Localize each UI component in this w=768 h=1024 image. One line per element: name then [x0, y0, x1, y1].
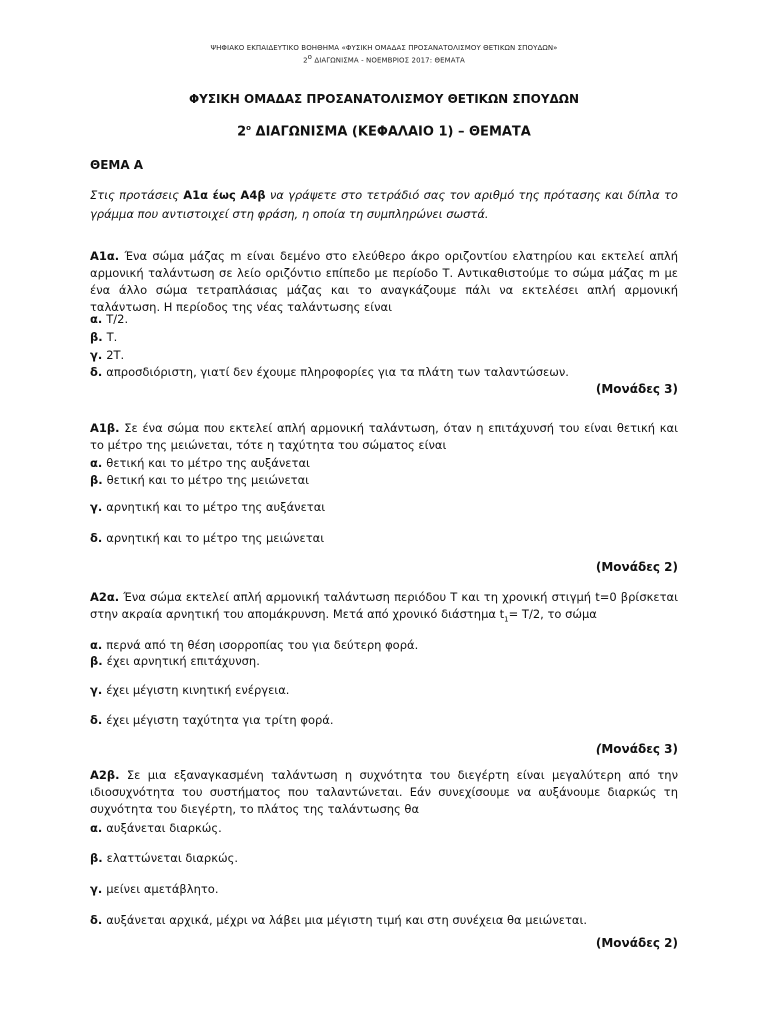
question-a2a-option-c: γ. έχει μέγιστη κινητική ενέργεια. [90, 683, 290, 697]
question-a2b-marks: (Μονάδες 2) [595, 936, 678, 950]
question-a2a-option-d: δ. έχει μέγιστη ταχύτητα για τρίτη φορά. [90, 713, 334, 727]
document-subtitle: $2^o$ ΔΙΑΓΩΝΙΣΜΑ (ΚΕΦΑΛΑΙΟ 1) – ΘΕΜΑΤΑ [237, 124, 531, 140]
question-a1b-stem: Α1β. Σε ένα σώμα που εκτελεί απλή αρμονική ταλάντωση, όταν η επιτάχυνσή του είναι θετική και το μέτρο της μειώνεται, τότε η ταχύτητα του σώματος είναι [90, 421, 678, 452]
question-a2b-option-a: α. αυξάνεται διαρκώς. [90, 821, 222, 835]
question-a2a-option-b: β. έχει αρνητική επιτάχυνση. [90, 654, 260, 668]
question-a1a-marks: (Μονάδες 3) [595, 382, 678, 396]
question-a2a-stem: Α2α. Ένα σώμα εκτελεί απλή αρμονική ταλάντωση περιόδου Τ και τη χρονική στιγμή t=0 βρίσκεται στην ακραία αρνητική του απομάκρυνση. Μετά από χρονικό διάστημα $t_1= T/2$, το σώμα [90, 590, 678, 624]
question-a1a-option-c: γ. 2Τ. [90, 348, 125, 362]
question-a2a-option-a: α. περνά από τη θέση ισορροπίας του για δεύτερη φορά. [90, 638, 419, 652]
question-a2b-stem: Α2β. Σε μια εξαναγκασμένη ταλάντωση η συχνότητα του διεγέρτη είναι μεγαλύτερη από την ιδιοσυχνότητα του συστήματος που ταλαντώνεται. Εάν συνεχίσουμε να αυξάνουμε διαρκώς τη συχνότητα του διεγέρτη, το πλάτος της ταλάντωσης θα [90, 768, 678, 816]
running-header-line1: ΨΗΦΙΑΚΟ ΕΚΠΑΙΔΕΥΤΙΚΟ ΒΟΗΘΗΜΑ «ΦΥΣΙΚΗ ΟΜΑΔΑΣ ΠΡΟΣΑΝΑΤΟΛΙΣΜΟΥ ΘΕΤΙΚΩΝ ΣΠΟΥΔΩΝ» [210, 44, 558, 52]
question-a1b-marks: (Μονάδες 2) [595, 560, 678, 574]
question-a2a-marks: (Μονάδες 3) [595, 742, 678, 756]
question-a1a-option-d: δ. απροσδιόριστη, γιατί δεν έχουμε πληροφορίες για τα πλάτη των ταλαντώσεων. [90, 365, 569, 379]
question-a2b-option-d: δ. αυξάνεται αρχικά, μέχρι να λάβει μια μέγιστη τιμή και στη συνέχεια θα μειώνεται. [90, 913, 588, 927]
question-a1a-stem: Α1α. Ένα σώμα μάζας m είναι δεμένο στο ελεύθερο άκρο οριζοντίου ελατηρίου και εκτελεί απλή αρμονική ταλάντωση σε λείο οριζόντιο επίπεδο με περίοδο Τ. Αντικαθιστούμε το σώμα μάζας m με ένα άλλο σώμα τετραπλάσιας μάζας και το αναγκάζουμε πάλι να εκτελέσει απλή αρμονική ταλάντωση. Η περίοδος της νέας ταλάντωσης είναι [90, 249, 678, 314]
question-a1b-option-a: α. θετική και το μέτρο της αυξάνεται [90, 456, 310, 470]
section-heading: ΘΕΜΑ Α [90, 158, 144, 172]
question-a2b-option-c: γ. μείνει αμετάβλητο. [90, 882, 219, 896]
question-a1b-option-c: γ. αρνητική και το μέτρο της αυξάνεται [90, 500, 326, 514]
question-a1a-option-b: β. Τ. [90, 330, 118, 344]
running-header-line2: $2^o$ ΔΙΑΓΩΝΙΣΜΑ - ΝΟΕΜΒΡΙΟΣ 2017: ΘΕΜΑΤΑ [303, 53, 465, 65]
instructions: Στις προτάσεις Α1α έως Α4β να γράψετε στο τετράδιό σας τον αριθμό της πρότασης και δίπλα το γράμμα που αντιστοιχεί στη φράση, η οποία τη συμπληρώνει σωστά. [90, 188, 678, 221]
question-a2b-option-b: β. ελαττώνεται διαρκώς. [90, 851, 239, 865]
question-a1b-option-b: β. θετική και το μέτρο της μειώνεται [90, 473, 310, 487]
question-a1a-option-a: α. Τ/2. [90, 312, 129, 326]
question-a1b-option-d: δ. αρνητική και το μέτρο της μειώνεται [90, 531, 325, 545]
document-title: ΦΥΣΙΚΗ ΟΜΑΔΑΣ ΠΡΟΣΑΝΑΤΟΛΙΣΜΟΥ ΘΕΤΙΚΩΝ ΣΠΟΥΔΩΝ [188, 92, 580, 106]
